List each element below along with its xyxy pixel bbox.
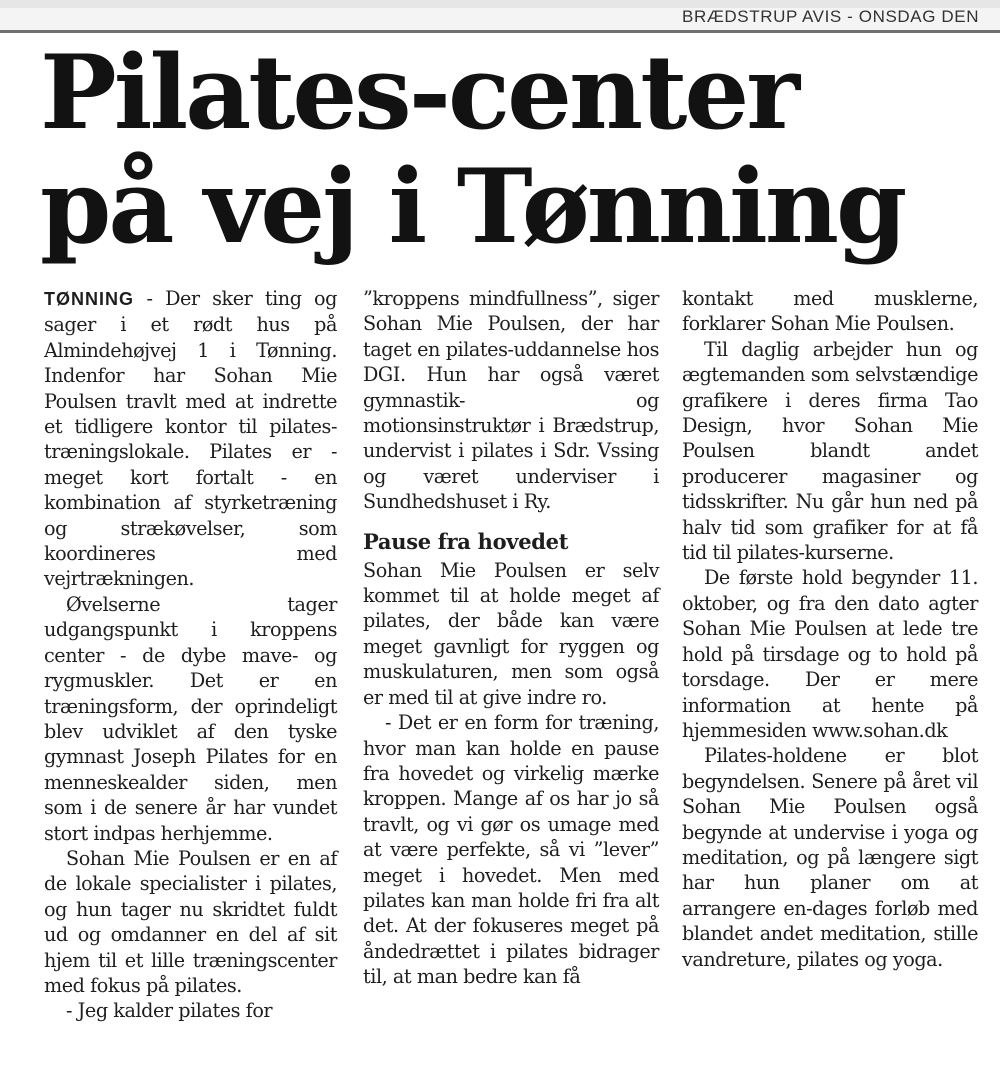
dateline: TØNNING — [44, 289, 134, 309]
subheading: Pause fra hovedet — [363, 528, 569, 554]
article-paragraph: - Det er en form for træning, hvor man kan holde en pause fra hovedet og virkelig mærke kroppen. Mange af os har jo så travlt, og vi gør os umage med at være perfekte, så vi ”lever” meget i hovedet. Men med pilates kan man holde fri fra alt det. At der fokuseres meget på åndedrættet i pilates bidrager til, at man bedre kan få — [363, 711, 659, 989]
article-paragraph — [44, 286, 337, 592]
headline — [40, 33, 990, 267]
article-paragraph: Pilates-holdene er blot begyndelsen. Senere på året vil Sohan Mie Poulsen også begynde at undervise i yoga og meditation, og på længere sigt har hun planer om at arrangere en-dages forløb med blandet andet meditation, stille vandreture, pilates og yoga. — [682, 744, 978, 971]
running-head: BRÆDSTRUP AVIS - ONSDAG DEN — [682, 7, 980, 26]
article-paragraph: Til daglig arbejder hun og ægtemanden som selvstændige grafikere i deres firma Tao Design, hvor Sohan Mie Poulsen blandt andet producerer magasiner og tidsskrifter. Nu går hun ned på halv tid som grafiker for at få tid til pilates-kurserne. — [682, 337, 978, 565]
headline-line-1: Pilates-center — [40, 33, 797, 153]
headline-line-2: på vej i Tønning — [40, 147, 905, 267]
article-column-1 — [44, 286, 337, 1024]
article-column-2 — [363, 286, 659, 990]
article-paragraph: De første hold begynder 11. oktober, og fra den dato agter Sohan Mie Poulsen at lede tre hold på tirsdage og to hold på torsdage. Der er mere information at hente på hjemmesiden www.sohan.dk — [682, 566, 978, 742]
article-paragraph: - Jeg kalder pilates for — [66, 999, 273, 1023]
article-paragraph: ”kroppens mindfullness”, siger Sohan Mie Poulsen, der har taget en pilates-uddannelse hos DGI. Hun har også været gymnastik- og motionsinstruktør i Brædstrup, undervist i pilates i Sdr. Vssing og været underviser i Sundhedshuset i Ry. — [363, 287, 659, 514]
page-header-bar — [0, 0, 1000, 33]
article-paragraph: Sohan Mie Poulsen er en af de lokale specialister i pilates, og hun tager nu skridtet fuldt ud og omdanner en del af sit hjem til et lille træningscenter med fokus på pilates. — [44, 846, 337, 997]
article-paragraph: kontakt med musklerne, forklarer Sohan Mie Poulsen. — [682, 287, 978, 336]
article-paragraph: Øvelserne tager udgangspunkt i kroppens center - de dybe mave- og rygmuskler. Det er en træningsform, der oprindeligt blev udviklet af den tyske gymnast Joseph Pilates for en menneskealder siden, men som i de senere år har vundet stort indpas herhjemme. — [44, 592, 337, 845]
article-column-3 — [682, 286, 978, 972]
paragraph-text: - Der sker ting og sager i et rødt hus på Almindehøjvej 1 i Tønning. Indenfor har Sohan Mie Poulsen travlt med at indrette et tidligere kontor til pilates-træningslokale. Pilates er - meget kort fortalt - en kombination af styrketræning og strækøvelser, som koordineres med vejrtrækningen. — [44, 287, 337, 591]
article-paragraph: Sohan Mie Poulsen er selv kommet til at holde meget af pilates, der både kan være meget gavnligt for ryggen og muskulaturen, men som også er med til at give indre ro. — [363, 558, 659, 709]
